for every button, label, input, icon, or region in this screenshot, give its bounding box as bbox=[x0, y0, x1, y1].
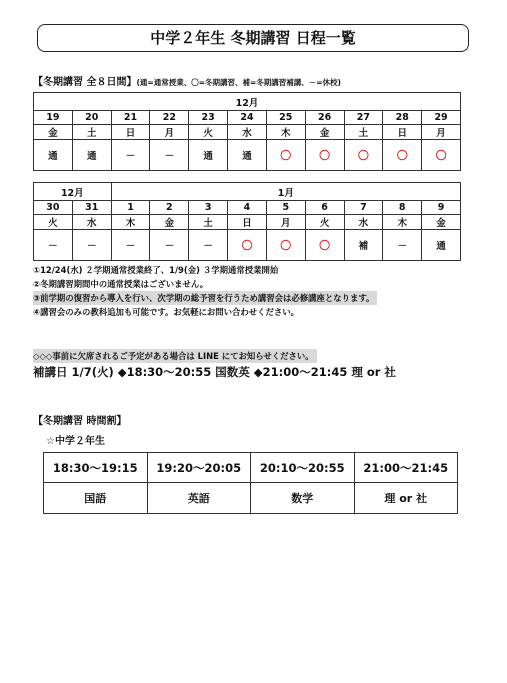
time-slot: 19:20～20:05 bbox=[147, 453, 251, 483]
weekday-cell: 月 bbox=[422, 125, 461, 140]
status-cell: － bbox=[72, 230, 111, 261]
day-cell: 30 bbox=[34, 201, 73, 215]
schedule-heading-label: 【冬期講習 全８日間】 bbox=[33, 77, 137, 88]
makeup-lesson-info: 補講日 1/7(火) ◆18:30～20:55 国数英 ◆21:00～21:45 理 or 社 bbox=[33, 365, 396, 379]
notes-list bbox=[33, 263, 377, 319]
schedule-table-december bbox=[33, 92, 461, 171]
status-cell: － bbox=[150, 140, 189, 171]
day-cell: 21 bbox=[111, 111, 150, 125]
timetable-heading: 【冬期講習 時間割】 bbox=[33, 416, 127, 427]
day-cell: 8 bbox=[383, 201, 422, 215]
status-cell: 通 bbox=[72, 140, 111, 171]
weekday-cell: 日 bbox=[111, 125, 150, 140]
day-cell: 26 bbox=[305, 111, 344, 125]
weekday-cell: 金 bbox=[422, 215, 461, 230]
weekday-cell: 金 bbox=[305, 125, 344, 140]
status-cell: － bbox=[150, 230, 189, 261]
status-cell: － bbox=[189, 230, 228, 261]
status-cell: 〇 bbox=[266, 230, 305, 261]
status-cell: 通 bbox=[189, 140, 228, 171]
day-cell: 9 bbox=[422, 201, 461, 215]
day-cell: 1 bbox=[111, 201, 150, 215]
status-cell: 〇 bbox=[422, 140, 461, 171]
weekday-cell: 木 bbox=[266, 125, 305, 140]
day-cell: 25 bbox=[266, 111, 305, 125]
status-cell: 〇 bbox=[266, 140, 305, 171]
weekday-cell: 水 bbox=[344, 215, 383, 230]
day-cell: 20 bbox=[72, 111, 111, 125]
note-item-highlighted: ③前学期の復習から導入を行い、次学期の総予習を行うため講習会は必修講座となります。 bbox=[33, 291, 377, 305]
absence-contact-note: ◇◇◇事前に欠席されるご予定がある場合は LINE にてお知らせください。 bbox=[33, 349, 317, 363]
status-cell: 通 bbox=[422, 230, 461, 261]
weekday-cell: 土 bbox=[344, 125, 383, 140]
status-cell: － bbox=[111, 140, 150, 171]
weekday-cell: 日 bbox=[228, 215, 267, 230]
subject-cell: 英語 bbox=[147, 483, 251, 514]
status-cell: 〇 bbox=[305, 230, 344, 261]
day-cell: 6 bbox=[305, 201, 344, 215]
day-cell: 28 bbox=[383, 111, 422, 125]
weekday-cell: 水 bbox=[228, 125, 267, 140]
day-cell: 4 bbox=[228, 201, 267, 215]
grade-label: ☆中学２年生 bbox=[46, 436, 105, 447]
weekday-cell: 火 bbox=[34, 215, 73, 230]
schedule-legend: (通=通常授業、〇=冬期講習、補=冬期講習補講、－=休校) bbox=[136, 78, 341, 87]
note-item: ②冬期講習期間中の通常授業はございません。 bbox=[33, 279, 209, 289]
status-cell: 〇 bbox=[383, 140, 422, 171]
weekday-cell: 金 bbox=[150, 215, 189, 230]
schedule-table-january bbox=[33, 182, 461, 261]
day-cell: 2 bbox=[150, 201, 189, 215]
schedule-heading bbox=[33, 73, 341, 88]
day-cell: 19 bbox=[34, 111, 73, 125]
day-cell: 29 bbox=[422, 111, 461, 125]
status-cell: － bbox=[111, 230, 150, 261]
weekday-cell: 日 bbox=[383, 125, 422, 140]
weekday-cell: 土 bbox=[189, 215, 228, 230]
timetable bbox=[43, 452, 458, 514]
weekday-cell: 金 bbox=[34, 125, 73, 140]
weekday-cell: 木 bbox=[383, 215, 422, 230]
status-cell: － bbox=[34, 230, 73, 261]
weekday-cell: 火 bbox=[305, 215, 344, 230]
weekday-cell: 月 bbox=[150, 125, 189, 140]
month-header-dec: 12月 bbox=[34, 93, 461, 111]
day-cell: 27 bbox=[344, 111, 383, 125]
note-item: ④講習会のみの教科追加も可能です。お気軽にお問い合わせください。 bbox=[33, 307, 300, 317]
month-header-dec: 12月 bbox=[34, 183, 112, 201]
status-cell: － bbox=[383, 230, 422, 261]
time-slot: 18:30～19:15 bbox=[44, 453, 148, 483]
status-cell: 通 bbox=[228, 140, 267, 171]
day-cell: 24 bbox=[228, 111, 267, 125]
status-cell: 通 bbox=[34, 140, 73, 171]
status-cell: 補 bbox=[344, 230, 383, 261]
day-cell: 3 bbox=[189, 201, 228, 215]
weekday-cell: 水 bbox=[72, 215, 111, 230]
status-cell: 〇 bbox=[228, 230, 267, 261]
day-cell: 7 bbox=[344, 201, 383, 215]
day-cell: 31 bbox=[72, 201, 111, 215]
subject-cell: 数学 bbox=[251, 483, 355, 514]
subject-cell: 理 or 社 bbox=[354, 483, 458, 514]
time-slot: 20:10～20:55 bbox=[251, 453, 355, 483]
weekday-cell: 木 bbox=[111, 215, 150, 230]
status-cell: 〇 bbox=[305, 140, 344, 171]
day-cell: 5 bbox=[266, 201, 305, 215]
subject-cell: 国語 bbox=[44, 483, 148, 514]
note-item: ①12/24(水) ２学期通常授業終了、1/9(金) ３学期通常授業開始 bbox=[33, 265, 279, 275]
page-title: 中学２年生 冬期講習 日程一覧 bbox=[37, 24, 469, 52]
time-slot: 21:00～21:45 bbox=[354, 453, 458, 483]
month-header-jan: 1月 bbox=[111, 183, 460, 201]
day-cell: 22 bbox=[150, 111, 189, 125]
weekday-cell: 月 bbox=[266, 215, 305, 230]
weekday-cell: 土 bbox=[72, 125, 111, 140]
day-cell: 23 bbox=[189, 111, 228, 125]
status-cell: 〇 bbox=[344, 140, 383, 171]
weekday-cell: 火 bbox=[189, 125, 228, 140]
